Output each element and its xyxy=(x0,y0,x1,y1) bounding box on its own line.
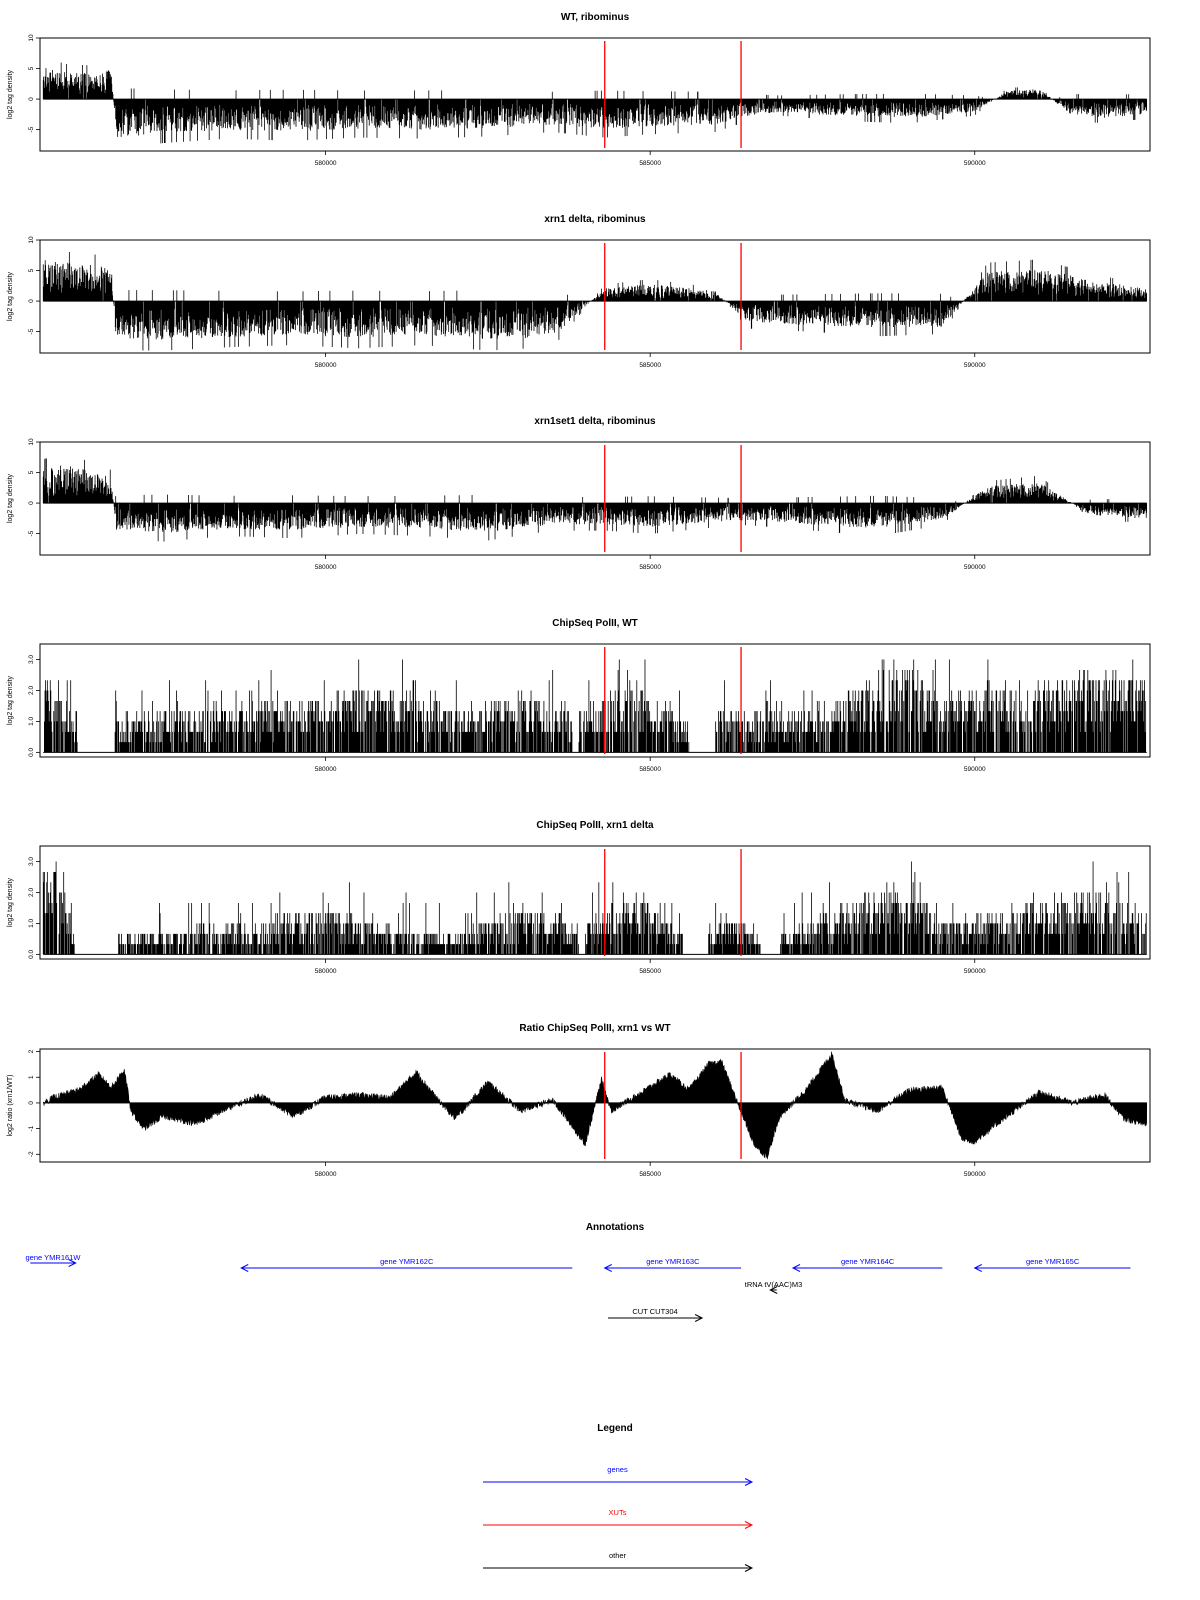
ratio-area xyxy=(43,1052,1147,1160)
data-marks xyxy=(43,659,1147,752)
data-bars xyxy=(43,458,1146,541)
x-tick-label: 580000 xyxy=(314,968,337,975)
x-tick-label: 580000 xyxy=(314,160,337,167)
x-tick-label: 585000 xyxy=(639,1171,662,1178)
x-tick-label: 585000 xyxy=(639,362,662,369)
annotation-feature xyxy=(26,1253,82,1267)
data-marks xyxy=(43,63,1147,144)
panel-1 xyxy=(7,12,1150,167)
x-tick-label: 590000 xyxy=(963,766,986,773)
panel-title: ChipSeq PolII, xrn1 delta xyxy=(536,820,654,831)
feature-label: tRNA tV(AAC)M3 xyxy=(744,1280,803,1289)
annotation-feature xyxy=(608,1307,702,1322)
x-tick-label: 585000 xyxy=(639,766,662,773)
data-bars xyxy=(44,659,1145,752)
y-tick-label: 0 xyxy=(28,501,35,505)
y-tick-label: -2 xyxy=(28,1151,35,1158)
x-tick-label: 590000 xyxy=(963,1171,986,1178)
annotations-section xyxy=(26,1222,1131,1322)
legend-label: XUTs xyxy=(608,1508,627,1517)
y-axis-label: log2 tag density xyxy=(7,675,14,726)
annotation-feature xyxy=(745,1280,803,1294)
data-marks xyxy=(43,252,1147,351)
y-tick-label: 5 xyxy=(28,470,35,475)
data-marks xyxy=(43,1052,1147,1160)
x-tick-label: 590000 xyxy=(963,362,986,369)
y-tick-label: -5 xyxy=(28,328,35,335)
legend-label: other xyxy=(608,1551,627,1560)
y-tick-label: 2.0 xyxy=(28,685,35,695)
panel-title: Ratio ChipSeq PolII, xrn1 vs WT xyxy=(519,1023,671,1034)
panel-4 xyxy=(7,618,1150,773)
data-bars xyxy=(43,861,1146,954)
y-tick-label: 0 xyxy=(28,1101,35,1105)
x-tick-label: 590000 xyxy=(963,968,986,975)
legend-item xyxy=(483,1508,752,1529)
y-tick-label: -5 xyxy=(28,530,35,537)
y-tick-label: 5 xyxy=(28,268,35,273)
panel-5 xyxy=(7,820,1150,975)
y-axis-label: log2 tag density xyxy=(7,473,14,524)
feature-label: gene YMR162C xyxy=(380,1257,434,1266)
feature-label: gene YMR163C xyxy=(646,1257,700,1266)
x-tick-label: 580000 xyxy=(314,766,337,773)
feature-label: gene YMR164C xyxy=(841,1257,895,1266)
panel-title: xrn1set1 delta, ribominus xyxy=(534,416,656,427)
data-marks xyxy=(43,458,1147,541)
y-tick-label: 1.0 xyxy=(28,716,35,726)
y-tick-label: 10 xyxy=(28,438,35,446)
panel-title: WT, ribominus xyxy=(560,12,630,23)
panel-2 xyxy=(7,214,1150,369)
data-marks xyxy=(43,861,1147,954)
panel-title: ChipSeq PolII, WT xyxy=(552,618,638,629)
x-tick-label: 585000 xyxy=(639,160,662,167)
y-tick-label: 5 xyxy=(28,66,35,71)
y-tick-label: 0 xyxy=(28,299,35,303)
legend-item xyxy=(483,1465,752,1486)
y-axis-label: log2 tag density xyxy=(7,271,14,322)
panel-3 xyxy=(7,416,1150,571)
y-axis-label: log2 tag density xyxy=(7,877,14,928)
y-tick-label: 3.0 xyxy=(28,654,35,665)
y-tick-label: 0.0 xyxy=(28,747,35,757)
data-bars xyxy=(43,63,1146,144)
legend xyxy=(483,1423,752,1572)
x-tick-label: 580000 xyxy=(314,564,337,571)
y-tick-label: 1.0 xyxy=(28,918,35,928)
y-tick-label: 2.0 xyxy=(28,887,35,897)
y-tick-label: 2 xyxy=(28,1049,35,1054)
panel-6 xyxy=(7,1023,1150,1178)
x-tick-label: 580000 xyxy=(314,1171,337,1178)
annotation-features xyxy=(26,1253,1131,1322)
y-tick-label: -1 xyxy=(28,1125,35,1132)
y-tick-label: 0.0 xyxy=(28,949,35,959)
x-tick-label: 580000 xyxy=(314,362,337,369)
x-tick-label: 590000 xyxy=(963,160,986,167)
x-tick-label: 585000 xyxy=(639,968,662,975)
panel-title: xrn1 delta, ribominus xyxy=(544,214,646,225)
y-tick-label: 0 xyxy=(28,97,35,101)
annotation-feature xyxy=(605,1257,741,1272)
y-tick-label: 3.0 xyxy=(28,856,35,867)
feature-label: gene YMR165C xyxy=(1026,1257,1080,1266)
y-tick-label: 1 xyxy=(28,1075,35,1080)
legend-label: genes xyxy=(607,1465,628,1474)
x-tick-label: 590000 xyxy=(963,564,986,571)
legend-items xyxy=(483,1465,752,1572)
x-tick-label: 585000 xyxy=(639,564,662,571)
y-axis-label: log2 ratio (xrn1/WT) xyxy=(7,1074,14,1137)
y-axis-label: log2 tag density xyxy=(7,69,14,120)
feature-label: CUT CUT304 xyxy=(632,1307,678,1316)
legend-title: Legend xyxy=(597,1423,633,1434)
y-tick-label: -5 xyxy=(28,126,35,133)
feature-label: gene YMR161W xyxy=(25,1253,81,1262)
y-tick-label: 10 xyxy=(28,236,35,244)
annotation-feature xyxy=(975,1257,1131,1272)
y-tick-label: 10 xyxy=(28,34,35,42)
annotation-feature xyxy=(241,1257,572,1272)
legend-item xyxy=(483,1551,752,1572)
annotations-title: Annotations xyxy=(585,1222,645,1233)
annotation-feature xyxy=(793,1257,942,1272)
panels xyxy=(7,12,1150,1178)
